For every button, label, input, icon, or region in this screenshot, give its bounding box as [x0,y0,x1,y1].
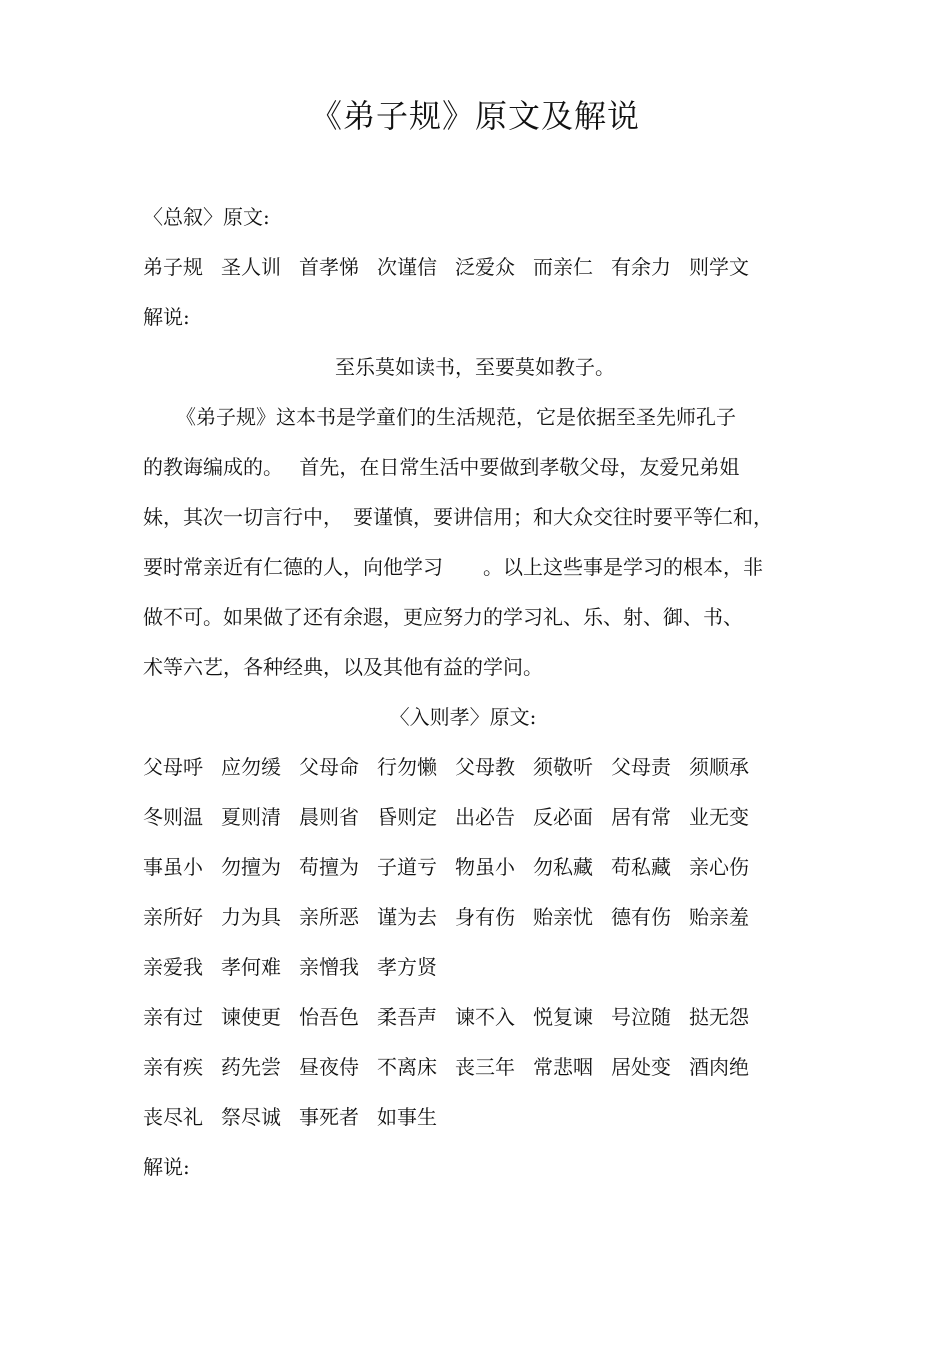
verse-phrase: 丧尽礼 [143,1105,203,1129]
verse-row-zongxu [143,253,767,281]
verse-phrase: 号泣随 [611,1005,671,1029]
verse-phrase: 亲所好 [143,905,203,929]
verse-phrase: 居有常 [611,805,671,829]
verse-phrase: 德有伤 [611,905,671,929]
verse-phrase: 则学文 [689,255,749,279]
verse-phrase: 夏则清 [221,805,281,829]
verse-phrase: 孝何难 [221,955,281,979]
verse-phrase: 亲有过 [143,1005,203,1029]
verse-phrase: 不离床 [377,1055,437,1079]
verse-phrase: 晨则省 [299,805,359,829]
verse-row [143,1053,767,1081]
verse-phrase: 苟擅为 [299,855,359,879]
motto: 至乐莫如读书，至要莫如教子。 [335,355,615,379]
verse-phrase: 祭尽诚 [221,1105,281,1129]
verse-phrase: 亲有疾 [143,1055,203,1079]
verse-phrase: 冬则温 [143,805,203,829]
verse-row [143,753,767,781]
verse-phrase: 而亲仁 [533,255,593,279]
verse-phrase: 弟子规 [143,255,203,279]
verse-phrase: 父母命 [299,755,359,779]
verse-phrase: 事虽小 [143,855,203,879]
verse-phrase: 亲憎我 [299,955,359,979]
verse-phrase: 亲所恶 [299,905,359,929]
verse-row [143,853,767,881]
verse-phrase: 有余力 [611,255,671,279]
verse-phrase: 贻亲羞 [689,905,749,929]
verse-row [143,953,455,981]
verse-phrase: 丧三年 [455,1055,515,1079]
verse-phrase: 挞无怨 [689,1005,749,1029]
verse-phrase: 谏不入 [455,1005,515,1029]
verse-phrase: 昏则定 [377,805,437,829]
explanation-line: 妹，其次一切言行中， 要谨慎，要讲信用；和大众交往时要平等仁和， [143,505,773,529]
page-title: 《弟子规》原文及解说 [309,97,640,135]
verse-phrase: 亲爱我 [143,955,203,979]
verse-phrase: 居处变 [611,1055,671,1079]
verse-phrase: 谏使更 [221,1005,281,1029]
verse-phrase: 须敬听 [533,755,593,779]
jieshuo-label: 解说: [143,305,190,329]
verse-phrase: 业无变 [689,805,749,829]
verse-phrase: 身有伤 [455,905,515,929]
verse-phrase: 怡吾色 [299,1005,359,1029]
verse-phrase: 勿擅为 [221,855,281,879]
verse-row [143,903,767,931]
verse-phrase: 事死者 [299,1105,359,1129]
verse-row [143,1103,455,1131]
verse-phrase: 物虽小 [455,855,515,879]
verse-phrase: 次谨信 [377,255,437,279]
verse-phrase: 应勿缓 [221,755,281,779]
section-heading-ruzexiao: 〈入则孝〉原文: [389,705,537,729]
explanation-line: 术等六艺，各种经典，以及其他有益的学问。 [143,655,543,679]
verse-phrase: 勿私藏 [533,855,593,879]
jieshuo-label: 解说: [143,1155,190,1179]
verse-row [143,803,767,831]
verse-phrase: 须顺承 [689,755,749,779]
verse-phrase: 反必面 [533,805,593,829]
verse-phrase: 昼夜侍 [299,1055,359,1079]
verse-phrase: 柔吾声 [377,1005,437,1029]
verse-row [143,1003,767,1031]
verse-phrase: 首孝悌 [299,255,359,279]
explanation-line: 的教诲编成的。 首先，在日常生活中要做到孝敬父母，友爱兄弟姐 [143,455,740,479]
explanation-line: 要时常亲近有仁德的人，向他学习 。以上这些事是学习的根本，非 [143,555,763,579]
explanation-line: 《弟子规》这本书是学童们的生活规范，它是依据至圣先师孔子 [176,405,736,429]
explanation-line: 做不可。如果做了还有余遐，更应努力的学习礼、乐、射、御、书、 [143,605,743,629]
verse-phrase: 行勿懒 [377,755,437,779]
verse-phrase: 亲心伤 [689,855,749,879]
verse-phrase: 酒肉绝 [689,1055,749,1079]
verse-phrase: 圣人训 [221,255,281,279]
verse-phrase: 父母呼 [143,755,203,779]
verse-phrase: 谨为去 [377,905,437,929]
verse-phrase: 父母责 [611,755,671,779]
verse-phrase: 苟私藏 [611,855,671,879]
verse-phrase: 常悲咽 [533,1055,593,1079]
verse-phrase: 父母教 [455,755,515,779]
verse-phrase: 力为具 [221,905,281,929]
verse-phrase: 泛爱众 [455,255,515,279]
verse-phrase: 如事生 [377,1105,437,1129]
verse-phrase: 药先尝 [221,1055,281,1079]
verse-phrase: 子道亏 [377,855,437,879]
verse-phrase: 悦复谏 [533,1005,593,1029]
verse-phrase: 孝方贤 [377,955,437,979]
verse-phrase: 贻亲忧 [533,905,593,929]
section-heading-zongxu: 〈总叙〉原文: [143,205,270,229]
verse-phrase: 出必告 [455,805,515,829]
